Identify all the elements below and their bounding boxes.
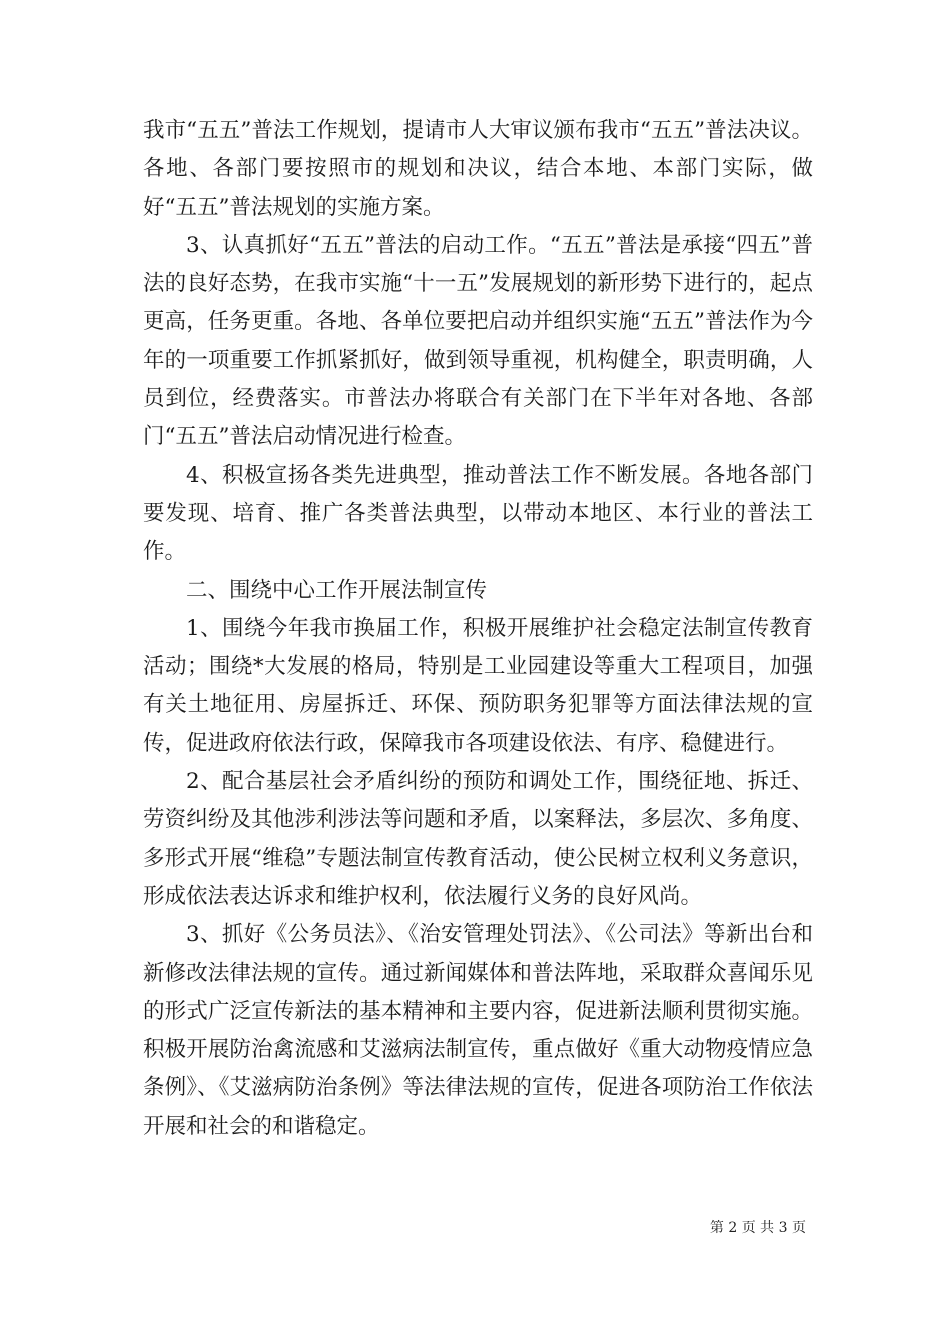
paragraph-7: 3、抓好《公务员法》、《治安管理处罚法》、《公司法》等新出台和新修改法律法规的宣传。通过新闻媒体和普法阵地，采取群众喜闻乐见的形式广泛宣传新法的基本精神和主要内容，促进新法顺利贯彻实施。积极开展防治禽流感和艾滋病法制宣传，重点做好《重大动物疫情应急条例》、《艾滋病防治条例》等法律法规的宣传，促进各项防治工作依法开展和社会的和谐稳定。: [143, 922, 813, 1139]
paragraph-6: 2、配合基层社会矛盾纠纷的预防和调处工作，围绕征地、拆迁、劳资纠纷及其他涉利涉法等问题和矛盾，以案释法，多层次、多角度、多形式开展“维稳”专题法制宣传教育活动，使公民树立权利义务意识，形成依法表达诉求和维护权利，依法履行义务的良好风尚。: [143, 769, 813, 909]
paragraph-2: 3、认真抓好“五五”普法的启动工作。“五五”普法是承接“四五”普法的良好态势，在我市实施“十一五”发展规划的新形势下进行的，起点更高，任务更重。各地、各单位要把启动并组织实施“五五”普法作为今年的一项重要工作抓紧抓好，做到领导重视，机构健全，职责明确，人员到位，经费落实。市普法办将联合有关部门在下半年对各地、各部门“五五”普法启动情况进行检查。: [143, 232, 813, 450]
paragraph-1: 我市“五五”普法工作规划，提请市人大审议颁布我市“五五”普法决议。各地、各部门要按照市的规划和决议，结合本地、本部门实际，做好“五五”普法规划的实施方案。: [143, 118, 813, 220]
section-heading: 二、围绕中心工作开展法制宣传: [186, 577, 488, 603]
paragraph-3: 4、积极宣扬各类先进典型，推动普法工作不断发展。各地各部门要发现、培育、推广各类普法典型，以带动本地区、本行业的普法工作。: [143, 462, 813, 565]
paragraph-5: 1、围绕今年我市换届工作，积极开展维护社会稳定法制宣传教育活动；围绕*大发展的格局，特别是工业园建设等重大工程项目，加强有关土地征用、房屋拆迁、环保、预防职务犯罪等方面法律法规的宣传，促进政府依法行政，保障我市各项建设依法、有序、稳健进行。: [143, 615, 813, 756]
page-number: 第 2 页 共 3 页: [709, 1220, 806, 1236]
document-body: [143, 112, 813, 1146]
